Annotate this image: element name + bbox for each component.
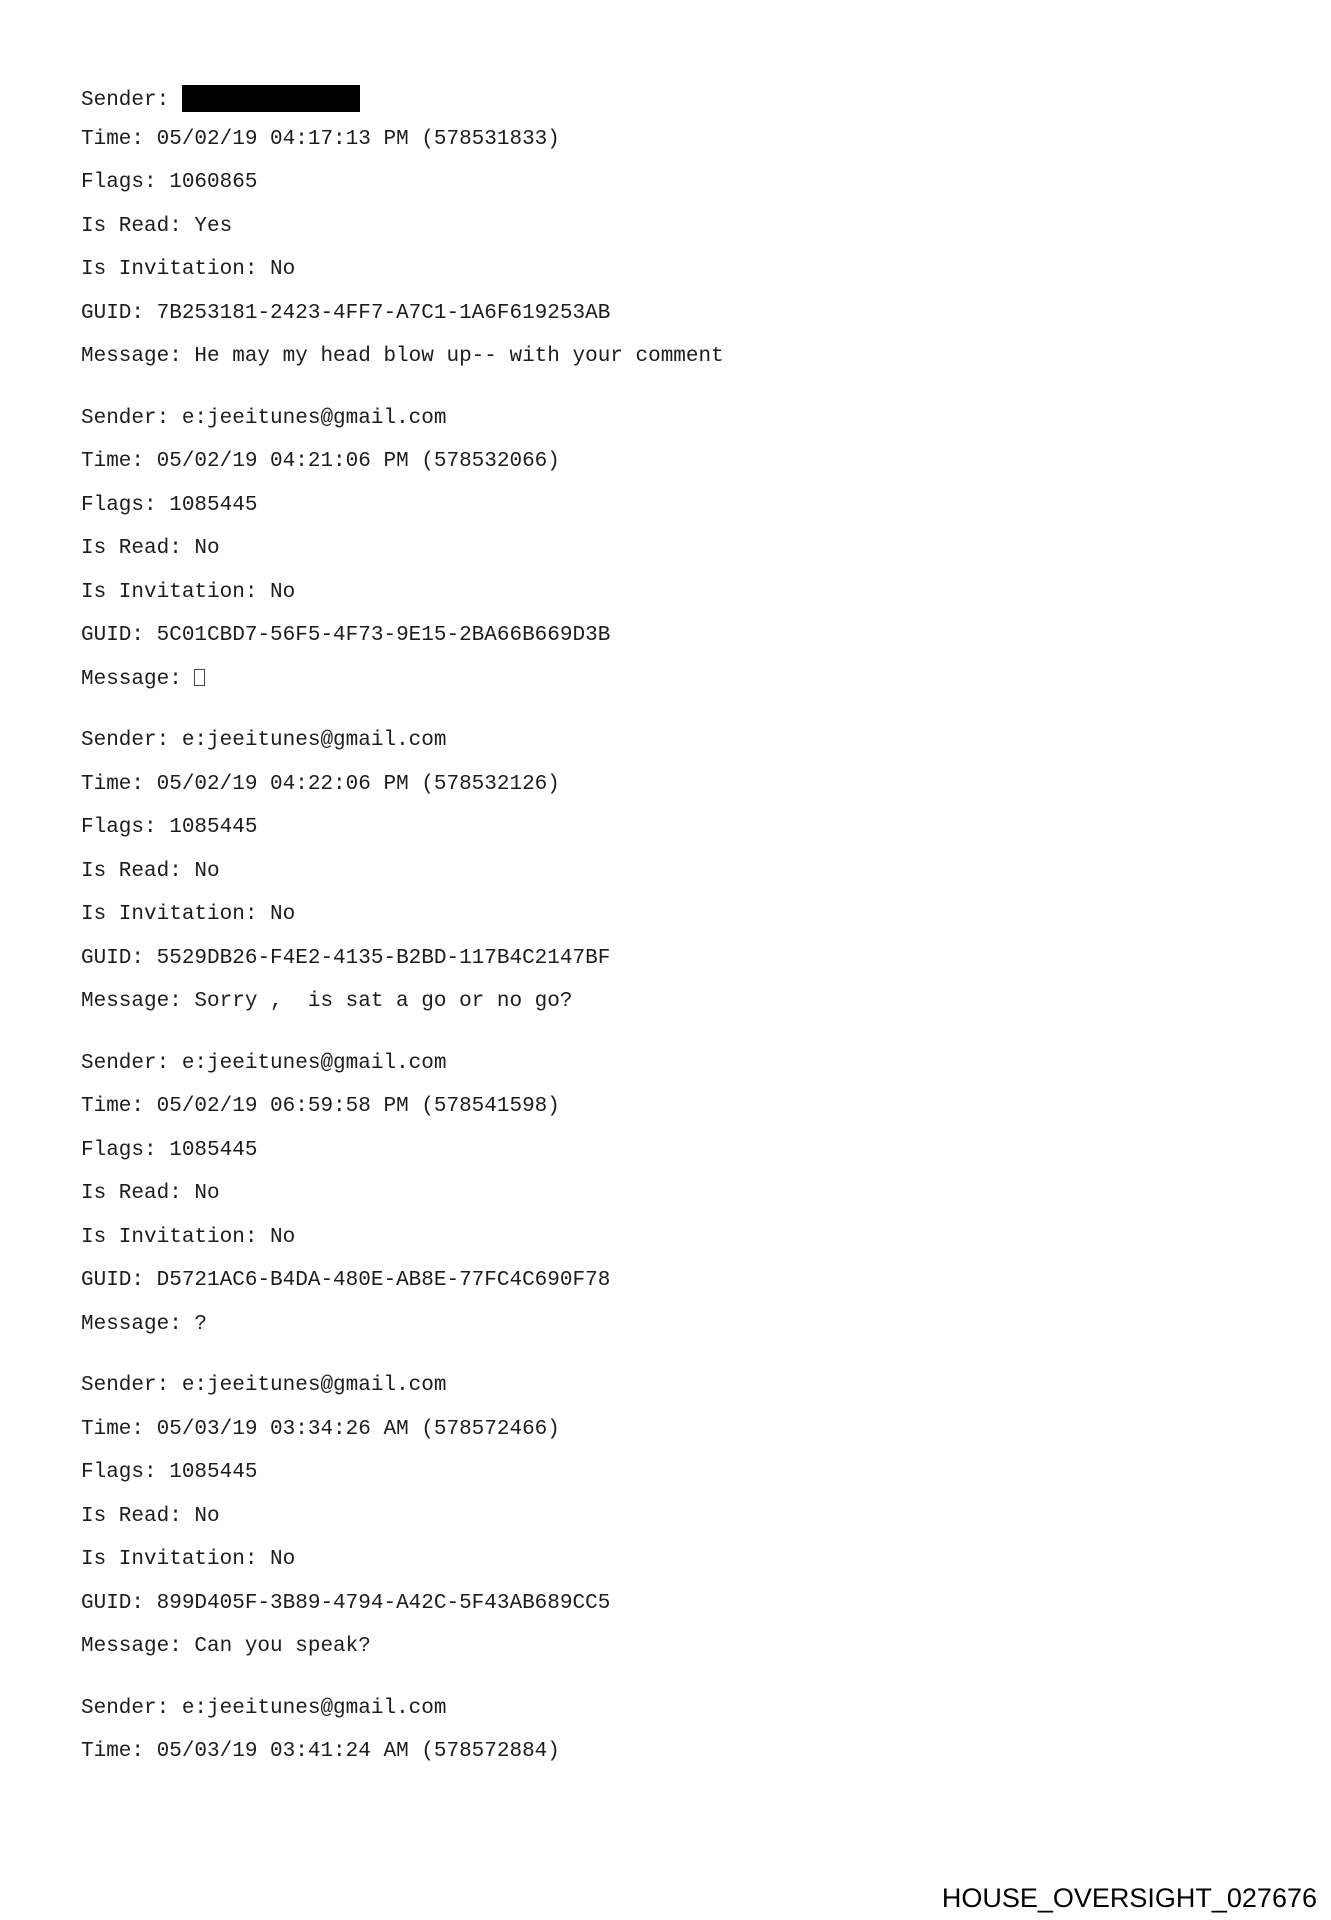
guid-label: GUID: xyxy=(81,624,157,647)
is-invitation-value: No xyxy=(270,258,296,281)
guid-label: GUID: xyxy=(81,1269,157,1292)
time-label: Time: xyxy=(81,1740,157,1763)
is-invitation-value: No xyxy=(270,580,296,604)
flags-label: Flags: xyxy=(81,171,170,194)
flags-label: Flags: xyxy=(81,816,170,839)
is-read-line xyxy=(81,216,1231,260)
time-line xyxy=(81,1096,1231,1140)
sender-value: e:jeeitunes@gmail.com xyxy=(181,406,447,430)
is-read-value: No xyxy=(194,859,220,883)
sender-line xyxy=(81,1698,1231,1742)
bates-number: HOUSE_OVERSIGHT_027676 xyxy=(941,1883,1317,1913)
message-label: Message: xyxy=(81,1635,195,1658)
time-value: 05/02/19 04:17:13 PM (578531833) xyxy=(156,127,560,151)
flags-line xyxy=(81,817,1231,861)
guid-line xyxy=(81,1593,1231,1637)
flags-label: Flags: xyxy=(81,1461,170,1484)
is-read-line xyxy=(81,538,1231,582)
sender-line xyxy=(81,1053,1231,1097)
is-read-value: Yes xyxy=(194,214,233,238)
is-read-label: Is Read: xyxy=(81,214,195,238)
sender-value: e:jeeitunes@gmail.com xyxy=(181,1696,447,1720)
flags-value: 1085445 xyxy=(169,1461,258,1484)
flags-line xyxy=(81,172,1231,216)
flags-line xyxy=(81,495,1231,539)
guid-value: 899D405F-3B89-4794-A42C-5F43AB689CC5 xyxy=(156,1591,611,1615)
is-invitation-line xyxy=(81,1227,1231,1271)
is-invitation-line xyxy=(81,904,1231,948)
flags-value: 1085445 xyxy=(169,493,258,517)
unknown-character-box-icon xyxy=(194,669,205,686)
guid-value: D5721AC6-B4DA-480E-AB8E-77FC4C690F78 xyxy=(156,1269,611,1292)
sender-value: e:jeeitunes@gmail.com xyxy=(181,729,447,752)
guid-line xyxy=(81,1270,1231,1314)
time-value: 05/02/19 06:59:58 PM (578541598) xyxy=(156,1095,560,1118)
flags-label: Flags: xyxy=(81,1138,170,1162)
is-read-line xyxy=(81,1506,1231,1550)
sender-value: e:jeeitunes@gmail.com xyxy=(181,1374,447,1397)
flags-line xyxy=(81,1140,1231,1184)
guid-line xyxy=(81,948,1231,992)
is-invitation-line xyxy=(81,582,1231,626)
is-read-line xyxy=(81,1183,1231,1227)
sender-line xyxy=(81,408,1231,452)
message-record xyxy=(81,1375,1231,1680)
is-invitation-line xyxy=(81,259,1231,303)
guid-label: GUID: xyxy=(81,1591,157,1615)
is-read-label: Is Read: xyxy=(81,859,195,883)
message-record xyxy=(81,1053,1231,1358)
message-label: Message: xyxy=(81,990,195,1013)
guid-value: 7B253181-2423-4FF7-A7C1-1A6F619253AB xyxy=(156,301,611,325)
guid-value: 5C01CBD7-56F5-4F73-9E15-2BA66B669D3B xyxy=(156,624,611,647)
is-invitation-label: Is Invitation: xyxy=(81,903,271,926)
sender-line xyxy=(81,730,1231,774)
is-read-label: Is Read: xyxy=(81,1182,195,1205)
flags-value: 1060865 xyxy=(169,171,258,194)
guid-line xyxy=(81,303,1231,347)
sender-label: Sender: xyxy=(81,406,182,430)
message-value: He may my head blow up-- with your comment xyxy=(194,345,724,368)
flags-value: 1085445 xyxy=(169,816,258,839)
is-read-label: Is Read: xyxy=(81,537,195,560)
message-label: Message: xyxy=(81,1312,195,1336)
redaction-box xyxy=(182,85,360,112)
message-line xyxy=(81,346,1231,390)
message-label: Message: xyxy=(81,667,195,691)
time-value: 05/02/19 04:21:06 PM (578532066) xyxy=(156,450,560,473)
time-label: Time: xyxy=(81,450,157,473)
time-label: Time: xyxy=(81,772,157,796)
is-read-value: No xyxy=(194,1182,220,1205)
time-label: Time: xyxy=(81,1417,157,1441)
sender-line xyxy=(81,85,1231,129)
sender-label: Sender: xyxy=(81,729,182,752)
guid-label: GUID: xyxy=(81,946,157,970)
sender-label: Sender: xyxy=(81,1051,182,1075)
time-label: Time: xyxy=(81,127,157,151)
sender-line xyxy=(81,1375,1231,1419)
message-line xyxy=(81,1314,1231,1358)
time-line xyxy=(81,129,1231,173)
is-read-line xyxy=(81,861,1231,905)
is-invitation-label: Is Invitation: xyxy=(81,1548,271,1571)
guid-value: 5529DB26-F4E2-4135-B2BD-117B4C2147BF xyxy=(156,946,611,970)
time-line xyxy=(81,1741,1231,1785)
is-invitation-label: Is Invitation: xyxy=(81,1225,271,1249)
message-value: Sorry , is sat a go or no go? xyxy=(194,990,573,1013)
is-read-label: Is Read: xyxy=(81,1504,195,1528)
message-record xyxy=(81,408,1231,713)
message-line xyxy=(81,669,1231,713)
is-read-value: No xyxy=(194,1504,220,1528)
message-record xyxy=(81,1698,1231,1785)
message-value: ? xyxy=(194,1312,208,1336)
time-label: Time: xyxy=(81,1095,157,1118)
time-value: 05/03/19 03:41:24 AM (578572884) xyxy=(156,1740,560,1763)
guid-label: GUID: xyxy=(81,301,157,325)
time-line xyxy=(81,1419,1231,1463)
time-value: 05/03/19 03:34:26 AM (578572466) xyxy=(156,1417,560,1441)
message-value: Can you speak? xyxy=(194,1635,371,1658)
flags-label: Flags: xyxy=(81,493,170,517)
sender-label: Sender: xyxy=(81,1696,182,1720)
is-invitation-value: No xyxy=(270,903,296,926)
message-record xyxy=(81,730,1231,1035)
is-invitation-line xyxy=(81,1549,1231,1593)
is-read-value: No xyxy=(194,537,220,560)
message-records xyxy=(81,85,1231,1803)
time-value: 05/02/19 04:22:06 PM (578532126) xyxy=(156,772,560,796)
message-line xyxy=(81,991,1231,1035)
guid-line xyxy=(81,625,1231,669)
time-line xyxy=(81,774,1231,818)
is-invitation-value: No xyxy=(270,1225,296,1249)
is-invitation-label: Is Invitation: xyxy=(81,580,271,604)
sender-label: Sender: xyxy=(81,1374,182,1397)
sender-value: e:jeeitunes@gmail.com xyxy=(181,1051,447,1075)
is-invitation-value: No xyxy=(270,1548,296,1571)
is-invitation-label: Is Invitation: xyxy=(81,258,271,281)
message-label: Message: xyxy=(81,345,195,368)
time-line xyxy=(81,451,1231,495)
message-record xyxy=(81,85,1231,390)
sender-label: Sender: xyxy=(81,89,182,112)
message-line xyxy=(81,1636,1231,1680)
flags-value: 1085445 xyxy=(169,1138,258,1162)
flags-line xyxy=(81,1462,1231,1506)
